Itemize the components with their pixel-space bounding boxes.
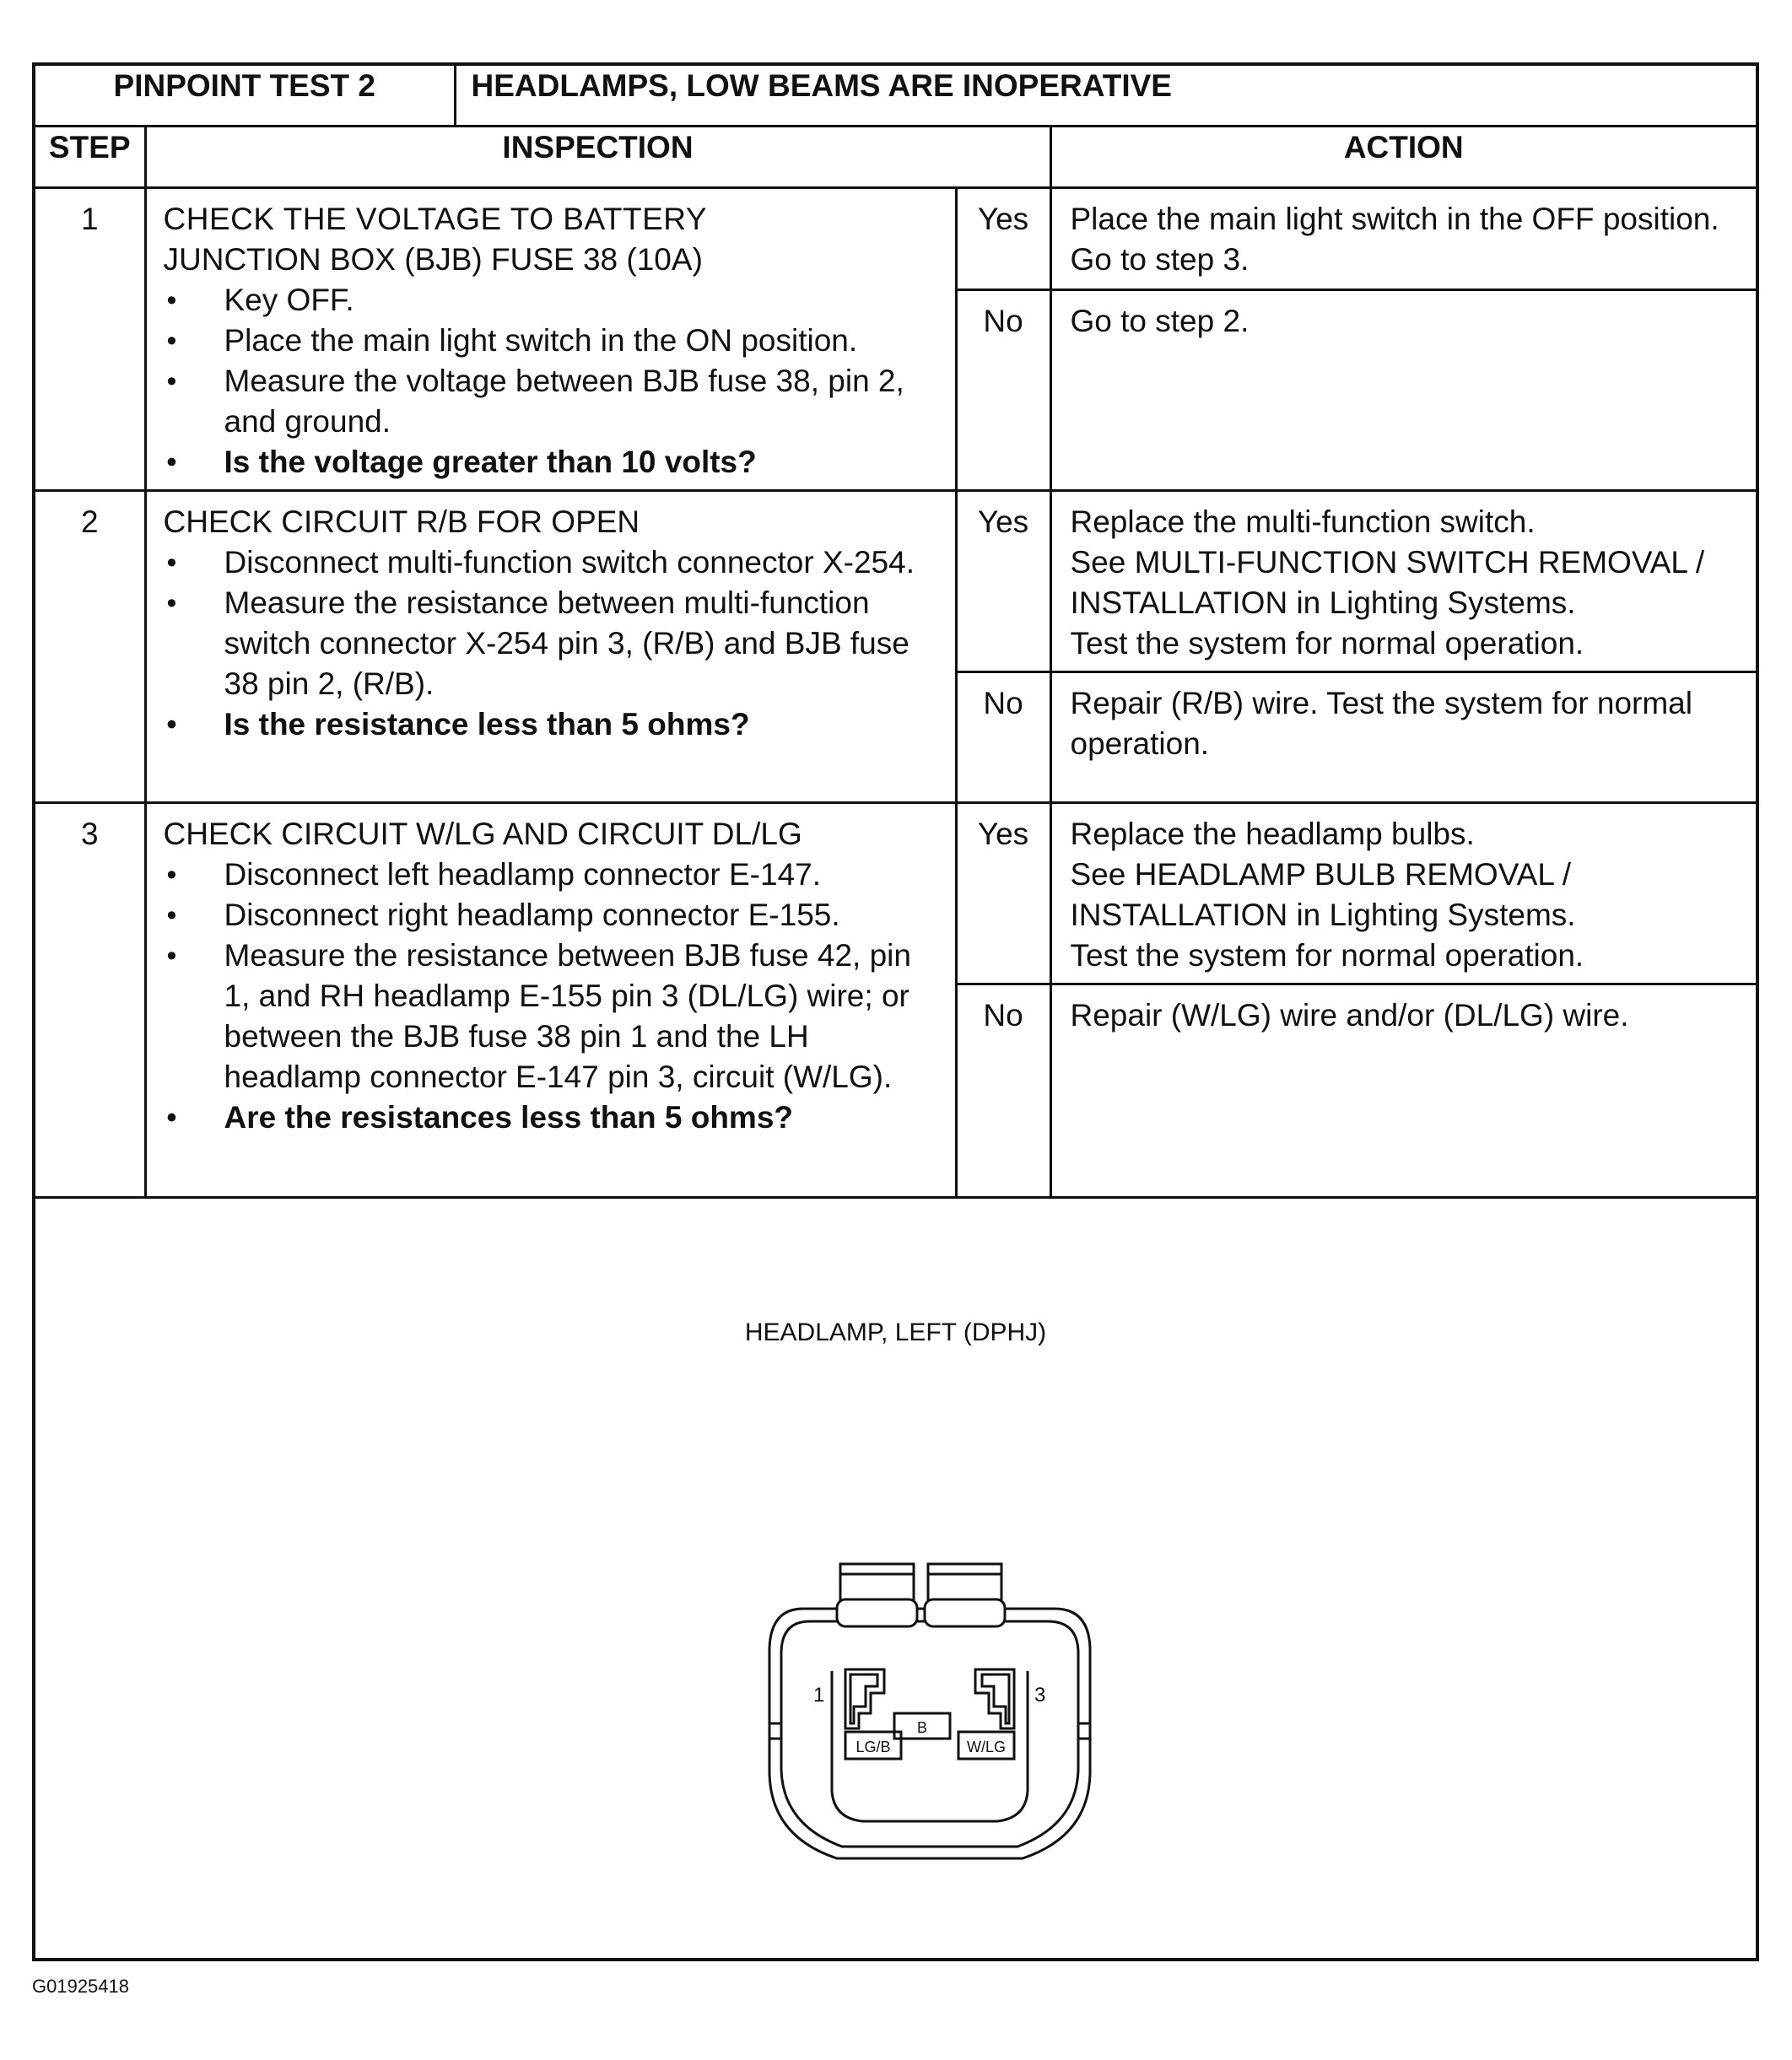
step-3-inspection xyxy=(145,803,956,1198)
step-heading-line: JUNCTION BOX (BJB) FUSE 38 (10A) xyxy=(163,242,703,277)
column-inspection: INSPECTION xyxy=(145,127,1050,188)
no-label: No xyxy=(956,984,1050,1198)
step-1-yes-row xyxy=(35,188,1756,290)
action-line: Repair (W/LG) wire and/or (DL/LG) wire. xyxy=(1070,998,1629,1033)
step-bullet: • Disconnect left headlamp connector E-147. xyxy=(164,855,942,895)
pin-center-circuit: B xyxy=(916,1719,928,1736)
no-action xyxy=(1050,984,1756,1198)
action-line: INSTALLATION in Lighting Systems. xyxy=(1070,585,1576,620)
column-header-row xyxy=(35,127,1756,188)
pin-right-circuit: W/LG xyxy=(966,1739,1007,1755)
step-heading-line: CHECK CIRCUIT W/LG AND CIRCUIT DL/LG xyxy=(163,817,802,851)
action-line: See HEADLAMP BULB REMOVAL / xyxy=(1070,857,1572,892)
step-bullet-list xyxy=(164,855,942,1138)
step-number: 1 xyxy=(35,188,145,491)
step-heading-line: CHECK CIRCUIT R/B FOR OPEN xyxy=(163,504,640,539)
figure-id: G01925418 xyxy=(32,1976,129,1997)
headlamp-connector-drawing xyxy=(35,1184,1756,1961)
yes-action xyxy=(1050,803,1756,984)
step-heading-line: CHECK THE VOLTAGE TO BATTERY xyxy=(163,202,708,236)
action-line: INSTALLATION in Lighting Systems. xyxy=(1070,898,1576,932)
no-action xyxy=(1050,672,1756,803)
step-1-inspection xyxy=(145,188,956,491)
yes-action xyxy=(1050,491,1756,672)
action-line: operation. xyxy=(1070,726,1210,761)
yes-label: Yes xyxy=(956,803,1050,984)
pin-left-number: 1 xyxy=(813,1684,825,1707)
pin-right-number: 3 xyxy=(1034,1684,1046,1707)
yes-action xyxy=(1050,188,1756,290)
action-line: Replace the headlamp bulbs. xyxy=(1070,817,1475,851)
step-question: • Is the resistance less than 5 ohms? xyxy=(164,704,942,745)
pin-left-circuit: LG/B xyxy=(856,1739,891,1755)
latch-tab-left xyxy=(840,1564,914,1603)
step-question: • Are the resistances less than 5 ohms? xyxy=(164,1097,942,1138)
step-bullet-list xyxy=(164,280,942,483)
action-line: Test the system for normal operation. xyxy=(1070,938,1584,973)
step-bullet: • Disconnect multi-function switch connector X-254. xyxy=(164,542,942,583)
latch-tab-right xyxy=(928,1564,1001,1603)
test-title: HEADLAMPS, LOW BEAMS ARE INOPERATIVE xyxy=(455,66,1756,127)
no-label: No xyxy=(956,672,1050,803)
action-line: Replace the multi-function switch. xyxy=(1070,504,1536,539)
action-line: Repair (R/B) wire. Test the system for normal xyxy=(1070,686,1692,720)
pinpoint-test-table xyxy=(35,66,1756,1199)
step-bullet: • Key OFF. xyxy=(164,280,942,321)
column-step: STEP xyxy=(35,127,145,188)
action-line: Go to step 3. xyxy=(1070,242,1250,277)
no-action xyxy=(1050,290,1756,491)
action-line: Place the main light switch in the OFF position. xyxy=(1070,202,1719,236)
step-bullet-list xyxy=(164,542,942,745)
step-bullet: • Measure the resistance between BJB fuse 42, pin 1, and RH headlamp E-155 pin 3 (DL/LG) wire; or between the BJB fuse 38 pin 1 and the LH headlamp connector E-147 pin 3, circuit (W/LG). xyxy=(164,936,942,1097)
diagram-title: HEADLAMP, LEFT (DPHJ) xyxy=(744,1319,1047,1346)
no-label: No xyxy=(956,290,1050,491)
yes-label: Yes xyxy=(956,491,1050,672)
action-line: Test the system for normal operation. xyxy=(1070,626,1584,661)
step-2-inspection xyxy=(145,491,956,803)
test-header-row xyxy=(35,66,1756,127)
yes-label: Yes xyxy=(956,188,1050,290)
step-question: • Is the voltage greater than 10 volts? xyxy=(164,442,942,483)
step-number: 3 xyxy=(35,803,145,1198)
action-line: Go to step 2. xyxy=(1070,304,1250,339)
step-bullet: • Measure the voltage between BJB fuse 38, pin 2, and ground. xyxy=(164,361,942,442)
connector-diagram xyxy=(35,1184,1756,1961)
connector-inner-shell xyxy=(781,1621,1078,1847)
step-number: 2 xyxy=(35,491,145,803)
column-action: ACTION xyxy=(1050,127,1756,188)
action-line: See MULTI-FUNCTION SWITCH REMOVAL / xyxy=(1070,545,1705,580)
step-3-yes-row xyxy=(35,803,1756,984)
pinpoint-test-sheet xyxy=(32,62,1759,1961)
test-label: PINPOINT TEST 2 xyxy=(35,66,455,127)
step-bullet: • Place the main light switch in the ON position. xyxy=(164,321,942,361)
step-bullet: • Disconnect right headlamp connector E-155. xyxy=(164,895,942,936)
step-2-yes-row xyxy=(35,491,1756,672)
step-bullet: • Measure the resistance between multi-function switch connector X-254 pin 3, (R/B) and BJB fuse 38 pin 2, (R/B). xyxy=(164,583,942,704)
